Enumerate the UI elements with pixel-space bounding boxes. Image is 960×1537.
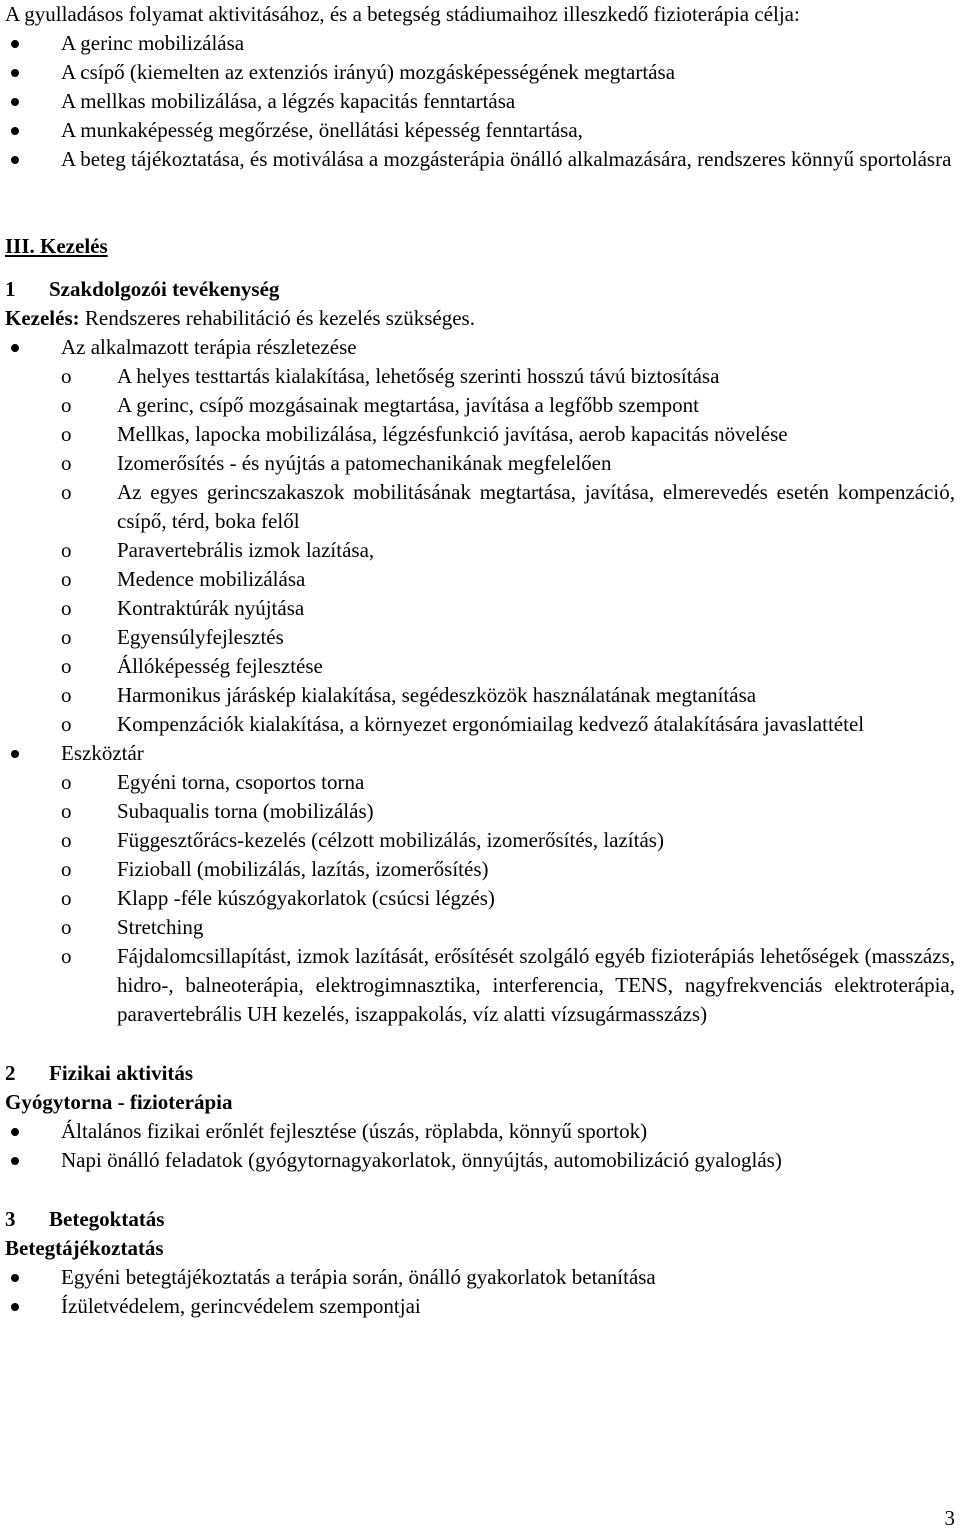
section-title: III. Kezelés: [5, 234, 108, 258]
circle-bullet-icon: o: [61, 567, 72, 591]
tools-label: Eszköztár: [61, 741, 144, 765]
list-item: o Egyéni torna, csoportos torna: [5, 768, 955, 797]
circle-bullet-icon: o: [61, 538, 72, 562]
bullet-icon: [5, 333, 25, 362]
list-item: o A gerinc, csípő mozgásainak megtartása, javítása a legfőbb szempont: [5, 391, 955, 420]
list-item: Egyéni betegtájékoztatás a terápia során, önálló gyakorlatok betanítása: [5, 1263, 955, 1292]
circle-bullet-icon: o: [61, 393, 72, 417]
therapy-label: Az alkalmazott terápia részletezése: [61, 335, 357, 359]
subsection-1-title: 1 Szakdolgozói tevékenység: [5, 277, 280, 301]
bullet-icon: [5, 58, 25, 87]
intro-list: [5, 29, 955, 174]
list-item: Napi önálló feladatok (gyógytornagyakorlatok, önnyújtás, automobilizáció gyaloglás): [5, 1146, 955, 1175]
subsection-3-title: 3 Betegoktatás: [5, 1207, 165, 1231]
list-item: o Klapp -féle kúszógyakorlatok (csúcsi légzés): [5, 884, 955, 913]
circle-bullet-icon: o: [61, 770, 72, 794]
list-item: o Egyensúlyfejlesztés: [5, 623, 955, 652]
bullet-icon: [5, 1263, 25, 1292]
list-item: A gerinc mobilizálása: [5, 29, 955, 58]
bullet-icon: [5, 1292, 25, 1321]
list-item: Általános fizikai erőnlét fejlesztése (úszás, röplabda, könnyű sportok): [5, 1117, 955, 1146]
list-item: o Medence mobilizálása: [5, 565, 955, 594]
education-list: [5, 1263, 955, 1321]
subsection-2-subtitle: Gyógytorna - fizioterápia: [5, 1090, 233, 1114]
bullet-icon: [5, 145, 25, 174]
list-item: A mellkas mobilizálása, a légzés kapacitás fenntartása: [5, 87, 955, 116]
bullet-icon: [5, 1146, 25, 1175]
list-item: o A helyes testtartás kialakítása, lehetőség szerinti hosszú távú biztosítása: [5, 362, 955, 391]
list-item: o Fájdalomcsillapítást, izmok lazítását, erősítését szolgáló egyéb fizioterápiás lehetőségek (masszázs, hidro-, balneoterápia, elektrogimnasztika, interferencia, TENS, nagyfrekvenciás elektroterápia, paravertebrális UH kezelés, iszappakolás, víz alatti vízsugármasszázs): [61, 944, 955, 1026]
intro-heading: A gyulladásos folyamat aktivitásához, és a betegség stádiumaihoz illeszkedő fizioterápia célja:: [5, 2, 800, 26]
circle-bullet-icon: o: [61, 364, 72, 388]
list-item: o Kontraktúrák nyújtása: [5, 594, 955, 623]
circle-bullet-icon: o: [61, 596, 72, 620]
circle-bullet-icon: o: [61, 857, 72, 881]
list-item: o Stretching: [5, 913, 955, 942]
circle-bullet-icon: o: [61, 799, 72, 823]
list-item: o Fizioball (mobilizálás, lazítás, izomerősítés): [5, 855, 955, 884]
circle-bullet-icon: o: [61, 480, 72, 504]
therapy-sublist: [5, 362, 955, 739]
list-item: o Paravertebrális izmok lazítása,: [5, 536, 955, 565]
circle-bullet-icon: o: [61, 422, 72, 446]
circle-bullet-icon: o: [61, 625, 72, 649]
circle-bullet-icon: o: [61, 828, 72, 852]
bullet-icon: [5, 87, 25, 116]
bullet-icon: [5, 1117, 25, 1146]
kezeles-line: Kezelés: Rendszeres rehabilitáció és kezelés szükséges.: [5, 306, 475, 330]
list-item: o Izomerősítés - és nyújtás a patomechanikának megfelelően: [5, 449, 955, 478]
list-item: o Állóképesség fejlesztése: [5, 652, 955, 681]
list-item: A munkaképesség megőrzése, önellátási képesség fenntartása,: [5, 116, 955, 145]
list-item: A csípő (kiemelten az extenziós irányú) mozgásképességének megtartása: [5, 58, 955, 87]
circle-bullet-icon: o: [61, 712, 72, 736]
circle-bullet-icon: o: [61, 683, 72, 707]
tools-list: [5, 739, 955, 768]
circle-bullet-icon: o: [61, 915, 72, 939]
list-item: o Függesztőrács-kezelés (célzott mobilizálás, izomerősítés, lazítás): [5, 826, 955, 855]
subsection-3-subtitle: Betegtájékoztatás: [5, 1236, 164, 1260]
list-item: o Subaqualis torna (mobilizálás): [5, 797, 955, 826]
bullet-icon: [5, 116, 25, 145]
activity-list: [5, 1117, 955, 1175]
bullet-icon: [5, 29, 25, 58]
circle-bullet-icon: o: [61, 886, 72, 910]
therapy-list: [5, 333, 955, 362]
tools-sublist: [5, 768, 955, 1029]
page-number: 3: [944, 1506, 955, 1530]
circle-bullet-icon: o: [61, 654, 72, 678]
circle-bullet-icon: o: [61, 944, 72, 968]
circle-bullet-icon: o: [61, 451, 72, 475]
list-item: A beteg tájékoztatása, és motiválása a mozgásterápia önálló alkalmazására, rendszeres könnyű sportolásra: [5, 145, 955, 174]
document-page: [5, 0, 955, 1321]
bullet-icon: [5, 739, 25, 768]
list-item: o Harmonikus járáskép kialakítása, segédeszközök használatának megtanítása: [5, 681, 955, 710]
list-item: Ízületvédelem, gerincvédelem szempontjai: [5, 1292, 955, 1321]
list-item: o Az egyes gerincszakaszok mobilitásának megtartása, javítása, elmerevedés esetén kompenzáció, csípő, térd, boka felől: [61, 480, 955, 533]
list-item: o Kompenzációk kialakítása, a környezet ergonómiailag kedvező átalakítására javaslattétel: [5, 710, 955, 739]
subsection-2-title: 2 Fizikai aktivitás: [5, 1061, 194, 1085]
list-item: o Mellkas, lapocka mobilizálása, légzésfunkció javítása, aerob kapacitás növelése: [5, 420, 955, 449]
